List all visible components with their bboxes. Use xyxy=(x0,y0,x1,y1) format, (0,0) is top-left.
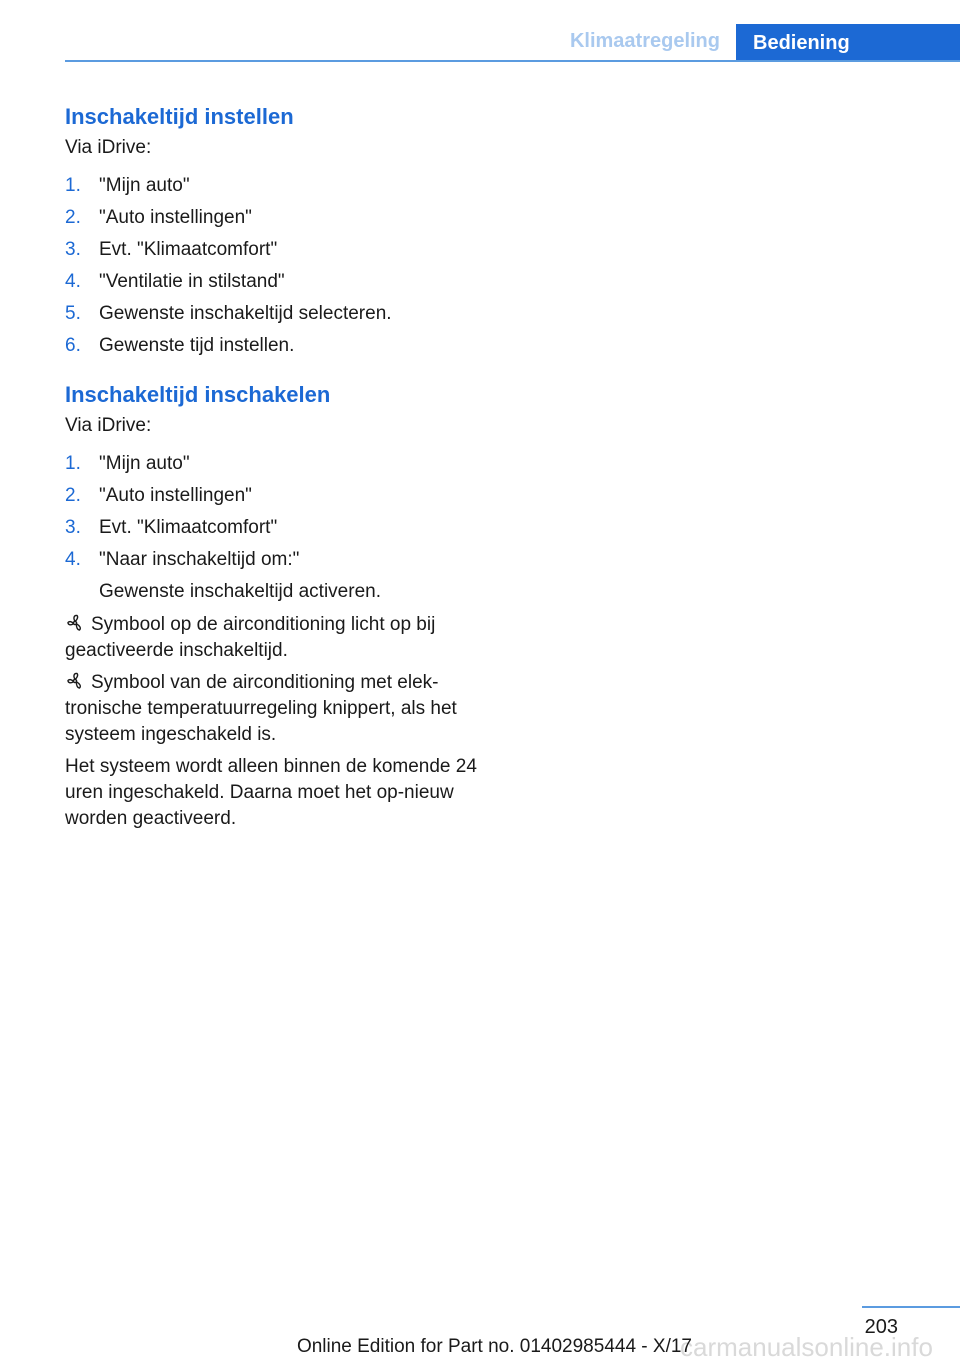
step-number: 4. xyxy=(65,549,81,570)
note-text: Symbool van de airconditioning met elek-tronische temperatuurregeling knippert, als het systeem ingeschakeld is. xyxy=(65,672,457,745)
main-content xyxy=(65,102,485,832)
section-intro: Via iDrive: xyxy=(65,415,152,436)
list-item xyxy=(65,330,485,362)
list-item xyxy=(65,448,485,480)
section-activate-time xyxy=(65,380,485,832)
list-item xyxy=(65,480,485,512)
list-item xyxy=(65,170,485,202)
note-text: Symbool op de airconditioning licht op bij geactiveerde inschakeltijd. xyxy=(65,614,436,661)
step-text: "Ventilatie in stilstand" xyxy=(99,271,285,292)
section-title-activate-time: Inschakeltijd inschakelen xyxy=(65,382,331,407)
step-text: "Auto instellingen" xyxy=(99,207,252,228)
step-number: 2. xyxy=(65,485,81,506)
note-symbol-lights xyxy=(65,612,485,664)
step-text: "Mijn auto" xyxy=(99,453,190,474)
section-intro: Via iDrive: xyxy=(65,137,152,158)
step-number: 5. xyxy=(65,303,81,324)
step-number: 3. xyxy=(65,239,81,260)
edition-footer: Online Edition for Part no. 01402985444 - X/17 xyxy=(296,1336,692,1357)
step-number: 3. xyxy=(65,517,81,538)
step-number: 2. xyxy=(65,207,81,228)
step-text: Evt. "Klimaatcomfort" xyxy=(99,239,278,260)
page-header xyxy=(0,0,960,62)
step-text: Gewenste tijd instellen. xyxy=(99,335,295,356)
page-number: 203 xyxy=(864,1316,898,1338)
step-text: "Naar inschakeltijd om:" xyxy=(99,549,300,570)
list-item xyxy=(65,512,485,544)
header-chapter: Klimaatregeling xyxy=(569,30,720,52)
section-title-set-time: Inschakeltijd instellen xyxy=(65,104,294,129)
list-item xyxy=(65,202,485,234)
step-text: Evt. "Klimaatcomfort" xyxy=(99,517,278,538)
info-paragraph: Het systeem wordt alleen binnen de komende 24 uren ingeschakeld. Daarna moet het op-nieuw worden geactiveerd. xyxy=(65,756,477,829)
header-section-tab: Bediening xyxy=(736,24,960,62)
step-number: 6. xyxy=(65,335,81,356)
step-number: 1. xyxy=(65,453,81,474)
list-item xyxy=(65,266,485,298)
step-text: Gewenste inschakeltijd selecteren. xyxy=(99,303,392,324)
steps-list-activate-time xyxy=(65,448,485,608)
steps-list-set-time xyxy=(65,170,485,362)
list-item xyxy=(65,298,485,330)
note-symbol-blinks xyxy=(65,670,485,748)
list-item xyxy=(65,234,485,266)
fan-icon xyxy=(65,614,85,632)
step-number: 4. xyxy=(65,271,81,292)
header-divider xyxy=(65,60,960,62)
list-item xyxy=(65,544,485,608)
step-text: "Auto instellingen" xyxy=(99,485,252,506)
watermark: carmanualsonline.info xyxy=(680,1332,933,1362)
step-subtext: Gewenste inschakeltijd activeren. xyxy=(99,581,381,602)
fan-icon xyxy=(65,672,85,690)
footer-divider xyxy=(862,1306,960,1308)
step-text: "Mijn auto" xyxy=(99,175,190,196)
step-number: 1. xyxy=(65,175,81,196)
